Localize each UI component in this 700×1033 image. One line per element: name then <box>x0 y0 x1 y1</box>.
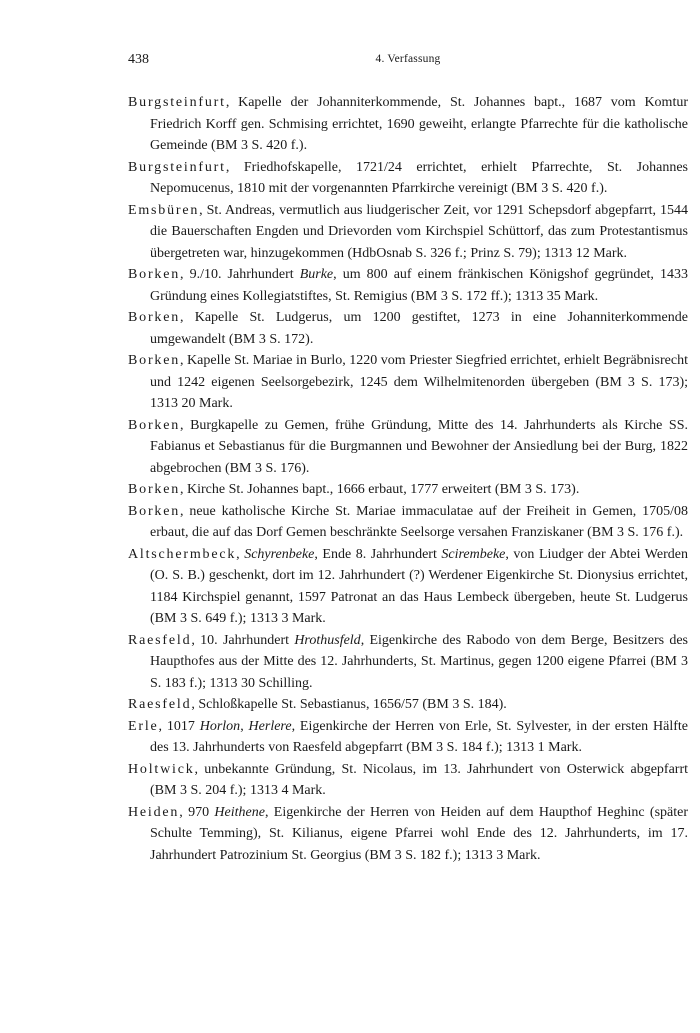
entry-list <box>128 92 688 866</box>
entry-text: , 970 <box>179 804 215 820</box>
entry-place-name: Borken <box>128 503 181 519</box>
entry-place-name: Erle <box>128 718 159 734</box>
entry-historic-name: Heithene <box>214 804 265 820</box>
entry-place-name: Burgsteinfurt <box>128 159 226 175</box>
entry-text: , unbekannte Gründung, St. Nicolaus, im 13. Jahrhundert von Osterwick abgepfarrt (BM 3 S. 204 f.); 1313 4 Mark. <box>150 761 688 798</box>
entry <box>128 716 688 759</box>
entry <box>128 694 688 716</box>
entry-place-name: Burgsteinfurt <box>128 95 226 110</box>
entry-historic-name: Burke <box>299 267 334 282</box>
entry <box>128 415 688 480</box>
entry <box>128 759 688 802</box>
entry-text: , Kapelle der Johanniterkommende, St. Johannes bapt., 1687 vom Komtur Friedrich Korff gen. Schmising errichtet, 1690 geweiht, erlangte Pfarrechte für die katholische Gemeinde (BM 3 S. 420 f.). <box>150 95 688 153</box>
entry <box>128 200 688 265</box>
entry-text: , Ende 8. Jahrhundert <box>314 546 442 562</box>
entry-place-name: Heiden <box>128 804 180 820</box>
entry-text: , Kirche St. Johannes bapt., 1666 erbaut, 1777 erweitert (BM 3 S. 173). <box>180 482 580 497</box>
entry-text: , Kapelle St. Ludgerus, um 1200 gestiftet, 1273 in eine Johanniterkommende umgewandelt (BM 3 S. 172). <box>150 310 688 347</box>
entry <box>128 501 688 544</box>
entry <box>128 802 688 867</box>
entry-text: , <box>240 718 249 734</box>
entry <box>128 544 688 630</box>
entry-text: , Schloßkapelle St. Sebastianus, 1656/57 (BM 3 S. 184). <box>191 697 507 712</box>
entry-text: , Eigenkirche des Rabodo von dem Berge, Besitzers des Haupthofes aus der Mitte des 12. Jahrhunderts, St. Martinus, gegen 1200 eigene Pfarrei (BM 3 S. 183 f.); 1313 30 Schilling. <box>150 632 688 691</box>
entry-place-name: Borken <box>128 310 181 325</box>
entry-historic-name: Hrothusfeld <box>294 632 361 648</box>
entry-place-name: Borken <box>128 417 181 433</box>
entry <box>128 350 688 415</box>
entry-text: , Friedhofskapelle, 1721/24 errichtet, erhielt Pfarrechte, St. Johannes Nepomucenus, 1810 mit der vorgenannten Pfarrkirche vereinigt (BM 3 S. 420 f.). <box>150 159 688 196</box>
entry-text: , St. Andreas, vermutlich aus liudgerischer Zeit, vor 1291 Schepsdorf abgepfarrt, 1544 die Bauerschaften Engden und Drievorden vom Kirchspiel Schüttorf, das zum Protestantismus übergetreten war, hinzugekommen (HdbOsnab S. 326 f.; Prinz S. 79); 1313 12 Mark. <box>150 202 688 261</box>
entry-historic-name: Herlere <box>248 718 292 734</box>
entry-text: , Burgkapelle zu Gemen, frühe Gründung, Mitte des 14. Jahrhunderts als Kirche SS. Fabianus et Sebastianus für die Burgmannen und Bewohner der Ansiedlung bei der Burg, 1822 abgebrochen (BM 3 S. 176). <box>150 417 688 476</box>
entry-text: , 9./10. Jahrhundert <box>180 267 300 282</box>
entry-place-name: Emsbüren <box>128 202 200 218</box>
entry-text: , 1017 <box>158 718 200 734</box>
page-header <box>128 52 688 72</box>
entry-text: , von Liudger der Abtei Werden (O. S. B.) geschenkt, dort im 12. Jahrhundert (?) Werdener Eigenkirche St. Dionysius errichtet, 1184 Kirchspiel genannt, 1597 Patronat an das Haus Lembeck übergeben, heute St. Ludgerus (BM 3 S. 649 f.); 1313 3 Mark. <box>150 546 688 626</box>
entry-text: , Eigenkirche der Herren von Heiden auf dem Haupthof Heghinc (später Schulte Temming), St. Kilianus, eigene Pfarrei wohl Ende des 12. Jahrhunderts, im 17. Jahrhundert Patrozinium St. Georgius (BM 3 S. 182 f.); 1313 3 Mark. <box>150 804 688 863</box>
entry-historic-name: Scirembeke <box>441 546 506 562</box>
entry <box>128 92 688 157</box>
entry-historic-name: Horlon <box>199 718 241 734</box>
entry-historic-name: Schyrenbeke <box>244 546 315 562</box>
entry-place-name: Borken <box>128 482 181 497</box>
entry-text: , neue katholische Kirche St. Mariae immaculatae auf der Freiheit in Gemen, 1705/08 erbaut, die auf das Dorf Gemen beschränkte Seelsorge versahen Franziskaner (BM 3 S. 176 f.). <box>150 503 688 540</box>
entry-place-name: Raesfeld <box>128 697 192 712</box>
running-head: 4. Verfassung <box>375 53 441 65</box>
entry <box>128 479 688 501</box>
entry-text: , <box>236 546 245 562</box>
entry-text: , Kapelle St. Mariae in Burlo, 1220 vom Priester Siegfried errichtet, erhielt Begräbnisrecht und 1242 eigenen Seelsorgebezirk, 1245 dem Wilhelmitenorden übergeben (BM 3 S. 173); 1313 20 Mark. <box>150 353 688 411</box>
entry-place-name: Raesfeld <box>128 632 192 648</box>
entry-place-name: Altschermbeck <box>128 546 237 562</box>
entry-text: , Eigenkirche der Herren von Erle, St. Sylvester, in der ersten Hälfte des 13. Jahrhunderts von Raesfeld abgepfarrt (BM 3 S. 184 f.); 1313 1 Mark. <box>150 718 689 755</box>
entry-place-name: Holtwick <box>128 761 195 777</box>
entry <box>128 630 688 695</box>
page-number: 438 <box>128 52 149 67</box>
entry-place-name: Borken <box>128 267 181 282</box>
entry <box>128 264 688 307</box>
entry-text: , um 800 auf einem fränkischen Königshof gegründet, 1433 Gründung eines Kollegiatstiftes, St. Remigius (BM 3 S. 172 ff.); 1313 35 Mark. <box>150 267 688 304</box>
entry <box>128 307 688 350</box>
entry-text: , 10. Jahrhundert <box>191 632 295 648</box>
entry-place-name: Borken <box>128 353 181 368</box>
entry <box>128 157 688 200</box>
